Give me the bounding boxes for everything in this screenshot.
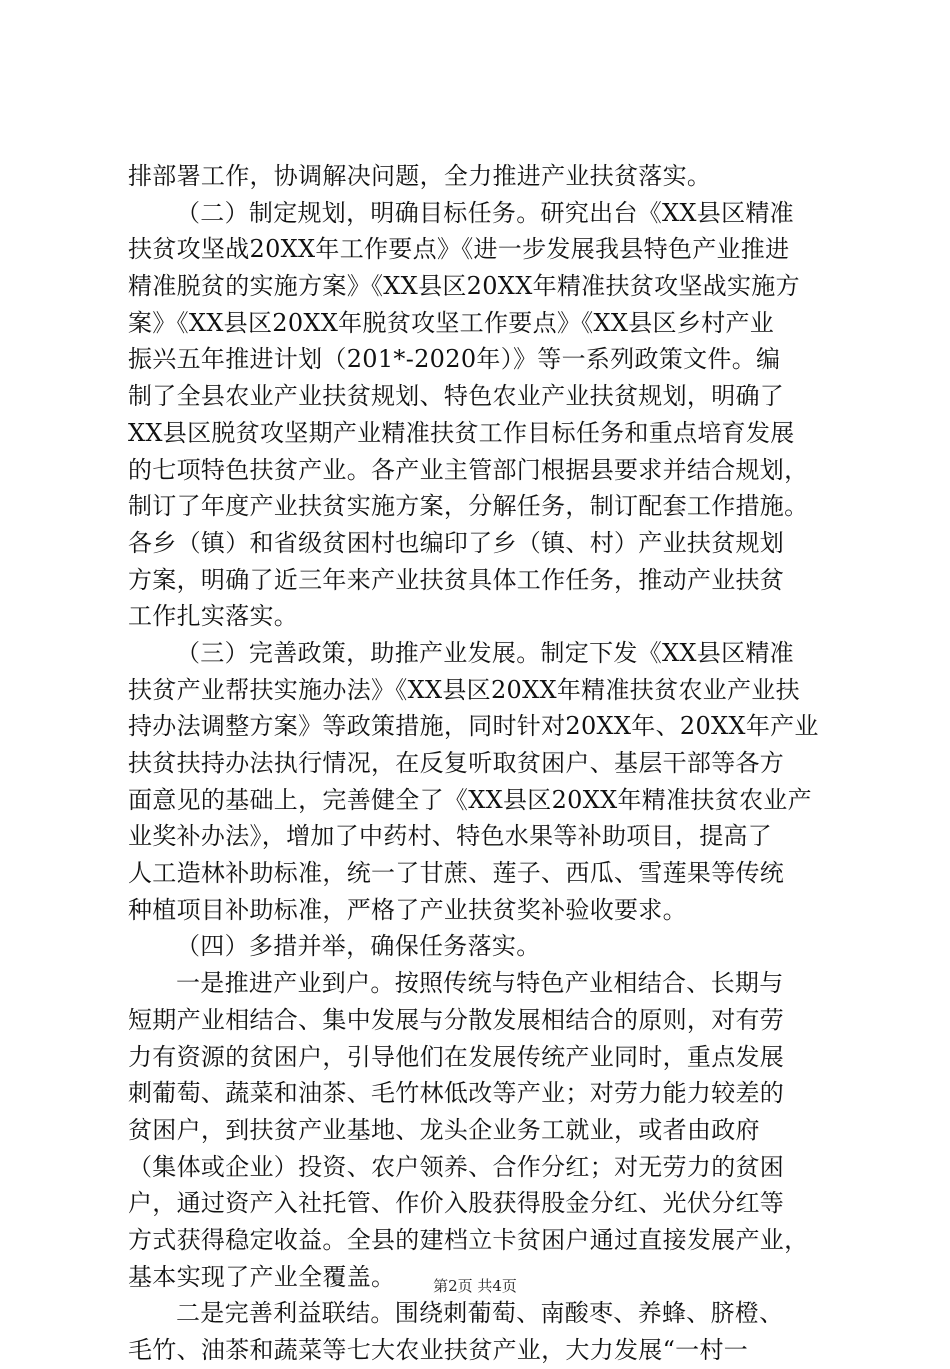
text-line: （二）制定规划，明确目标任务。研究出台《XX县区精准 <box>176 198 794 227</box>
text-line: 贫困户，到扶贫产业基地、龙头企业务工就业，或者由政府 <box>128 1115 760 1144</box>
text-line: 各乡（镇）和省级贫困村也编印了乡（镇、村）产业扶贫规划 <box>128 528 785 557</box>
document-body <box>128 158 828 1369</box>
text-line: （四）多措并举，确保任务落实。 <box>176 932 541 961</box>
text-line: 短期产业相结合、集中发展与分散发展相结合的原则，对有劳 <box>128 1005 785 1034</box>
text-line: 扶贫扶持办法执行情况，在反复听取贫困户、基层干部等各方 <box>128 749 785 777</box>
text-line: 扶贫产业帮扶实施办法》《XX县区20XX年精准扶贫农业产业扶 <box>128 675 800 704</box>
text-line: 力有资源的贫困户，引导他们在发展传统产业同时，重点发展 <box>128 1042 785 1071</box>
text-line: 精准脱贫的实施方案》《XX县区20XX年精准扶贫攻坚战实施方 <box>128 272 800 301</box>
text-line: 面意见的基础上，完善健全了《XX县区20XX年精准扶贫农业产 <box>128 785 812 814</box>
text-line: （集体或企业）投资、农户领养、合作分红；对无劳力的贫困 <box>128 1152 785 1181</box>
text-line: 种植项目补助标准，严格了产业扶贫奖补验收要求。 <box>128 895 687 924</box>
text-line: 的七项特色扶贫产业。各产业主管部门根据县要求并结合规划， <box>128 455 809 484</box>
text-line: 方案，明确了近三年来产业扶贫具体工作任务，推动产业扶贫 <box>128 565 785 594</box>
text-line: 二是完善利益联结。围绕刺葡萄、南酸枣、养蜂、脐橙、 <box>176 1299 784 1328</box>
page-footer: 第2页 共4页 <box>433 1277 517 1295</box>
text-line: 基本实现了产业全覆盖。 <box>128 1262 396 1291</box>
text-line: 业奖补办法》，增加了中药村、特色水果等补助项目，提高了 <box>128 822 773 851</box>
text-line: 排部署工作，协调解决问题，全力推进产业扶贫落实。 <box>128 162 712 190</box>
text-line: 方式获得稳定收益。全县的建档立卡贫困户通过直接发展产业， <box>128 1225 809 1254</box>
text-line: 扶贫攻坚战20XX年工作要点》《进一步发展我县特色产业推进 <box>128 235 790 264</box>
text-line: 工作扎实落实。 <box>128 602 299 631</box>
text-line: 一是推进产业到户。按照传统与特色产业相结合、长期与 <box>176 969 784 998</box>
text-line: （三）完善政策，助推产业发展。制定下发《XX县区精准 <box>176 638 794 667</box>
text-line: 制订了年度产业扶贫实施方案，分解任务，制订配套工作措施。 <box>128 492 809 521</box>
text-line: 户，通过资产入社托管、作价入股获得股金分红、光伏分红等 <box>128 1189 785 1218</box>
text-line: 振兴五年推进计划（201*-2020年）》等一系列政策文件。编 <box>128 345 781 374</box>
text-line: XX县区脱贫攻坚期产业精准扶贫工作目标任务和重点培育发展 <box>128 418 795 447</box>
text-line: 制了全县农业产业扶贫规划、特色农业产业扶贫规划，明确了 <box>128 382 785 411</box>
text-line: 刺葡萄、蔬菜和油茶、毛竹林低改等产业；对劳力能力较差的 <box>128 1079 785 1108</box>
text-line: 毛竹、油茶和蔬菜等七大农业扶贫产业，大力发展“一村一 <box>128 1336 749 1364</box>
text-line: 人工造林补助标准，统一了甘蔗、莲子、西瓜、雪莲果等传统 <box>128 859 785 888</box>
text-line: 持办法调整方案》等政策措施，同时针对20XX年、20XX年产业 <box>128 712 819 741</box>
text-line: 案》《XX县区20XX年脱贫攻坚工作要点》《XX县区乡村产业 <box>128 308 775 337</box>
